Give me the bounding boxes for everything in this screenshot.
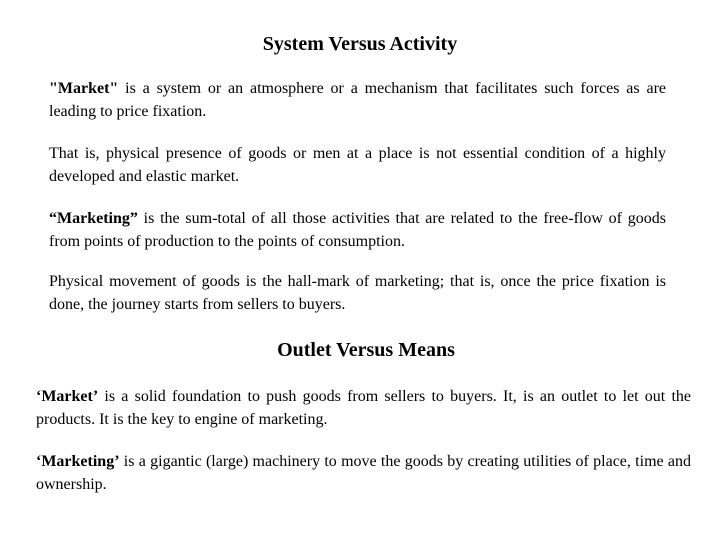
paragraph-market-foundation [36,385,691,431]
paragraph-physical-movement [49,270,666,316]
paragraph-text: is a gigantic (large) machinery to move the goods by creating utilities of place, time and ownership. [36,453,691,493]
paragraph-marketing-machinery [36,450,691,496]
paragraph-lead-term: "Market" [49,80,119,97]
section-title-system-versus-activity: System Versus Activity [262,33,458,55]
paragraph-lead-term: “Marketing” [49,210,138,227]
paragraph-text: Physical movement of goods is the hall-mark of marketing; that is, once the price fixation is done, the journey starts from sellers to buyers. [49,273,666,313]
paragraph-lead-term: ‘Market’ [36,388,99,405]
paragraph-text: is a system or an atmosphere or a mechanism that facilitates such forces as are leading to price fixation. [49,80,666,120]
section-title-outlet-versus-means: Outlet Versus Means [277,339,455,361]
paragraph-lead-term: ‘Marketing’ [36,453,120,470]
paragraph-marketing-definition [49,207,666,253]
paragraph-physical-presence [49,142,666,188]
paragraph-text: is a solid foundation to push goods from sellers to buyers. It, is an outlet to let out the products. It is the key to engine of marketing. [36,388,691,428]
paragraph-text: That is, physical presence of goods or men at a place is not essential condition of a highly developed and elastic market. [49,145,666,185]
paragraph-text: is the sum-total of all those activities that are related to the free-flow of goods from points of production to the points of consumption. [49,210,666,250]
paragraph-market-definition [49,77,666,123]
